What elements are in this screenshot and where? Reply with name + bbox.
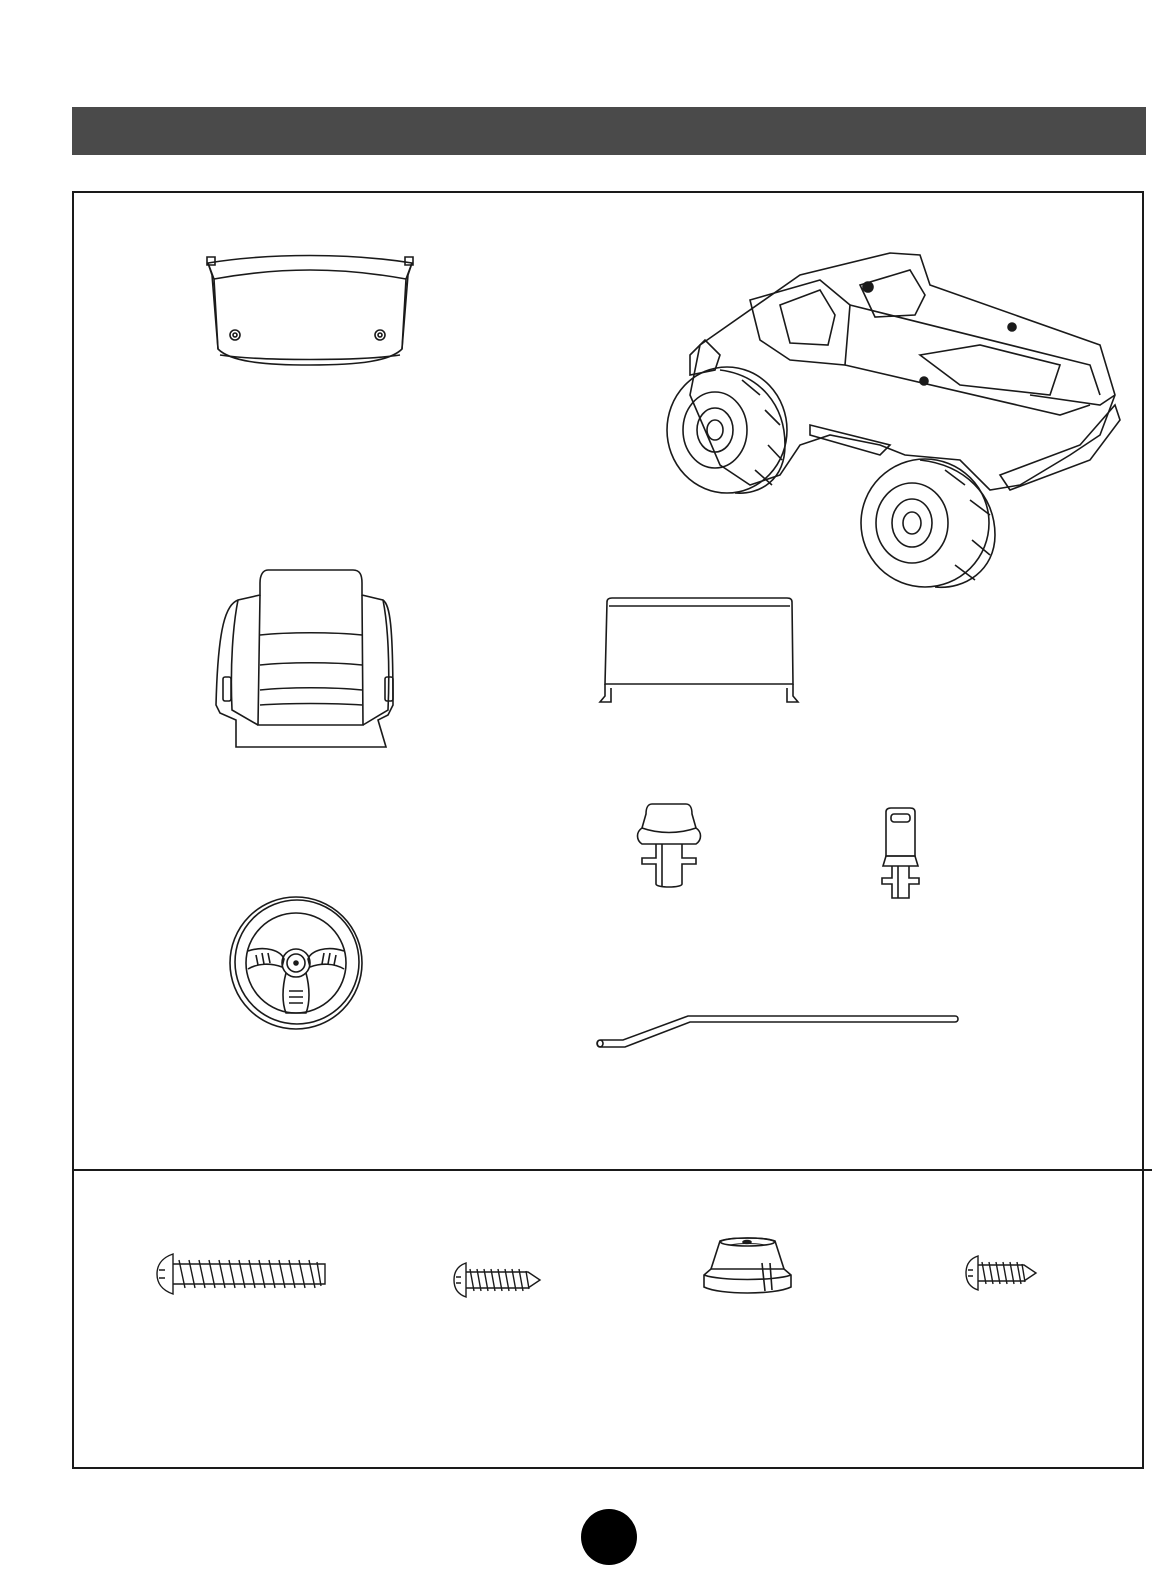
short-screw-icon bbox=[964, 1253, 1040, 1293]
hood-panel-icon bbox=[200, 255, 420, 375]
monster-truck-body-icon bbox=[660, 245, 1130, 590]
hardware-divider bbox=[72, 1169, 1152, 1171]
seat-icon bbox=[208, 565, 413, 753]
shifter-knob-icon bbox=[634, 800, 709, 890]
steering-rod-icon bbox=[593, 1010, 963, 1055]
cap-nut-icon bbox=[700, 1235, 795, 1297]
medium-screw-icon bbox=[452, 1260, 544, 1300]
windshield-icon bbox=[597, 596, 802, 706]
section-header-bar bbox=[72, 107, 1146, 155]
long-screw-icon bbox=[155, 1250, 330, 1298]
steering-wheel-icon bbox=[226, 893, 368, 1033]
page-number-badge bbox=[581, 1509, 637, 1565]
key-switch-icon bbox=[878, 806, 923, 902]
